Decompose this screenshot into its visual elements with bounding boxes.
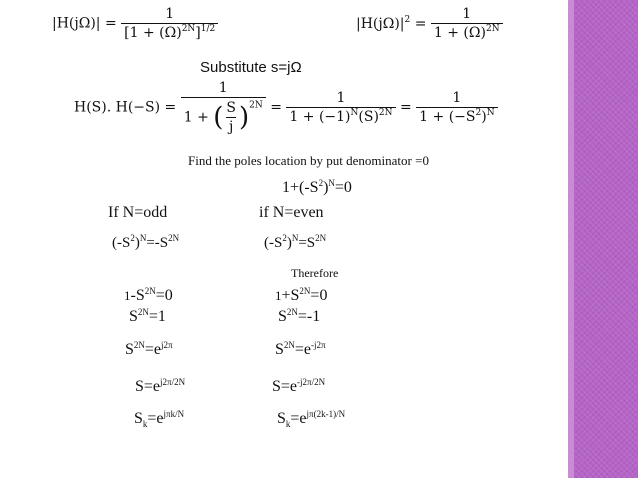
odd-step-1-pre: 1 (124, 288, 131, 303)
eq1-den-close: ] (195, 25, 201, 41)
odd-step-5-post: =e (147, 410, 164, 427)
left-paren: ( (213, 102, 224, 133)
eq3-f1-denominator (181, 97, 266, 135)
even-step-1 (275, 287, 327, 305)
eq1-den-exp: 2N (181, 24, 196, 34)
eq3-f2-denominator (286, 107, 395, 125)
eq3-f2-den-mid: (S) (358, 109, 379, 125)
odd-step-2-sup: 2N (137, 307, 149, 317)
odd-e2: N (139, 233, 147, 243)
odd-step-5 (134, 410, 184, 428)
even-step-5-main: S (277, 410, 286, 427)
odd-step-3-sup2: j2π (161, 340, 173, 350)
even-step-1-pre: 1 (275, 288, 282, 303)
even-e2: N (291, 233, 299, 243)
even-step-3-sup2: -j2π (311, 340, 326, 350)
eq3-fraction-1 (181, 80, 266, 135)
even-case-equation (264, 235, 326, 252)
denominator-equation (282, 179, 352, 197)
odd-step-3-post: =e (144, 341, 162, 358)
eq1-denominator (121, 23, 218, 41)
right-paren: ) (239, 102, 250, 133)
even-step-3 (275, 341, 326, 359)
den-eq-e1: 2 (318, 178, 324, 188)
den-eq-end: =0 (334, 179, 352, 196)
odd-step-2-main: S (129, 308, 138, 325)
eq1-fraction (121, 6, 218, 41)
eq3-fraction-2 (286, 90, 395, 125)
eq3-equals-b: = (399, 99, 412, 116)
eq3-inner-den: j (226, 117, 236, 135)
eq2-denominator (431, 23, 503, 41)
squared-magnitude-equation (356, 6, 503, 41)
odd-b: ) (134, 235, 140, 251)
eq3-f1-exp: 2N (249, 100, 263, 111)
if-odd-heading: If N=odd (108, 204, 168, 221)
even-step-3-sup: 2N (283, 340, 295, 350)
eq3-f3-den-exp1: 2 (475, 108, 482, 118)
eq1-lhs: |H(jΩ)| = (52, 15, 117, 32)
odd-step-4-main: S=e (135, 378, 161, 395)
eq2-den-main: 1 + (Ω) (433, 25, 486, 41)
eq2-equals: = (410, 15, 427, 32)
decorative-side-band (568, 0, 638, 478)
odd-step-1-main: -S (130, 287, 145, 304)
even-step-2-main: S (278, 308, 287, 325)
even-step-3-main: S (275, 341, 284, 358)
odd-e3: 2N (168, 233, 180, 243)
odd-step-2-post: =1 (148, 308, 166, 325)
eq3-f2-numerator: 1 (336, 90, 346, 106)
even-step-4 (272, 378, 325, 396)
find-poles-text: Find the poles location by put denominator =0 (188, 153, 429, 168)
even-step-4-main: S=e (272, 378, 298, 395)
even-step-5 (277, 410, 345, 428)
even-step-2-post: =-1 (297, 308, 321, 325)
odd-step-4 (135, 378, 185, 396)
odd-step-3-sup: 2N (133, 340, 145, 350)
eq3-f3-den-close: ) (481, 109, 487, 125)
even-step-5-sub: k (285, 419, 291, 429)
odd-step-5-sup2: jπk/N (163, 409, 185, 419)
eq3-inner-fraction (223, 100, 239, 135)
odd-step-5-sub: k (142, 419, 148, 429)
odd-step-2 (129, 308, 166, 326)
eq2-fraction (431, 6, 503, 41)
eq2-lhs (356, 16, 426, 32)
even-e3: 2N (315, 233, 327, 243)
eq2-lhs-main: |H(jΩ)| (356, 15, 405, 32)
eq3-f2-den-main: 1 + (−1) (289, 109, 351, 125)
eq3-lhs: H(S). H(−S) = (74, 99, 177, 116)
even-step-2 (278, 308, 320, 326)
den-eq-e2: N (328, 178, 335, 188)
eq3-f3-den-exp2: N (486, 108, 495, 118)
eq1-numerator: 1 (165, 6, 175, 22)
odd-step-1-sup: 2N (144, 286, 156, 296)
eq3-f1-numerator: 1 (218, 80, 228, 96)
even-step-2-sup: 2N (286, 307, 298, 317)
eq3-fraction-3 (416, 90, 497, 125)
eq3-f2-den-exp1: N (350, 108, 359, 118)
odd-step-3-main: S (125, 341, 134, 358)
eq2-lhs-exp: 2 (404, 14, 411, 25)
eq3-equals-a: = (270, 99, 282, 116)
odd-step-5-main: S (134, 410, 143, 427)
even-step-5-post: =e (290, 410, 307, 427)
odd-step-1-post: =0 (155, 287, 173, 304)
odd-e1: 2 (130, 233, 135, 243)
even-step-3-post: =e (294, 341, 312, 358)
even-step-4-sup: -j2π/2N (297, 377, 326, 387)
den-eq-mid: ) (323, 179, 329, 196)
even-step-1-post: =0 (310, 287, 328, 304)
odd-c: =-S (146, 235, 169, 251)
eq2-den-exp: 2N (485, 24, 500, 34)
eq1-den-exp2: 1/2 (200, 24, 216, 34)
magnitude-equation (52, 6, 218, 41)
eq3-f2-den-exp2: 2N (378, 108, 393, 118)
eq2-numerator: 1 (462, 6, 472, 22)
even-c: =S (298, 235, 316, 251)
den-eq-main: 1+(-S (282, 179, 319, 196)
substitute-text: Substitute s=jΩ (200, 59, 302, 76)
even-step-5-sup2: jπ(2k-1)/N (306, 409, 346, 419)
eq3-f1-den-one: 1 + (183, 109, 209, 126)
even-step-1-main: +S (281, 287, 300, 304)
even-a: (-S (264, 235, 283, 251)
odd-step-1 (124, 287, 173, 305)
odd-case-equation (112, 235, 179, 252)
therefore-text: Therefore (291, 266, 339, 280)
eq1-den-main: [1 + (Ω) (124, 25, 182, 41)
even-step-1-sup: 2N (299, 286, 311, 296)
odd-a: (-S (112, 235, 131, 251)
odd-step-4-sup: j2π/2N (160, 377, 186, 387)
if-even-heading: if N=even (259, 204, 324, 221)
even-e1: 2 (282, 233, 287, 243)
eq3-f3-denominator (416, 107, 497, 125)
odd-step-3 (125, 341, 173, 359)
eq3-inner-num: S (226, 100, 237, 116)
eq3-f3-den-main: 1 + (−S (419, 109, 476, 125)
transfer-product-equation (74, 80, 498, 135)
eq3-f3-numerator: 1 (452, 90, 462, 106)
even-b: ) (286, 235, 292, 251)
